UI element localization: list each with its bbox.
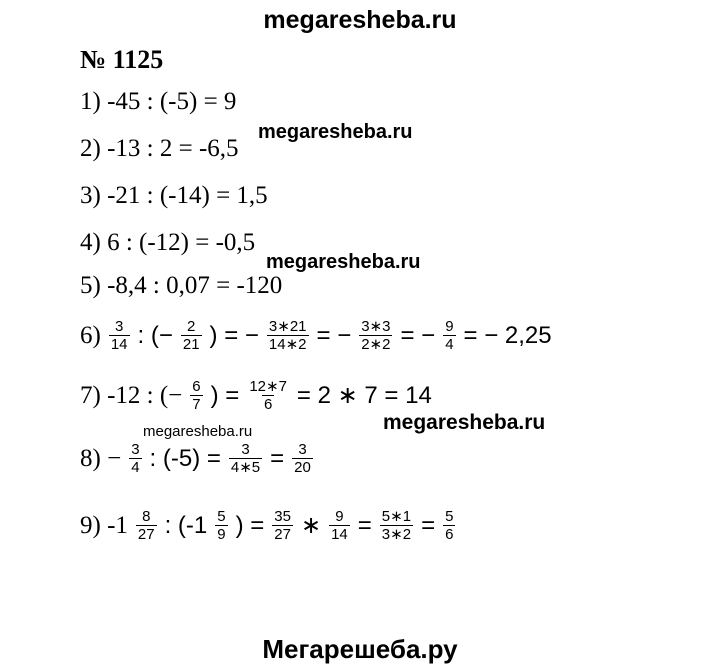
numerator: 6 [192,378,201,395]
solution-line-4 [80,229,255,257]
fraction [229,441,262,477]
watermark-middle-4: megaresheba.ru [143,423,253,440]
operator: = [357,511,372,539]
numerator: 3∗21 [268,318,307,335]
watermark-middle-1: megaresheba.ru [258,121,413,143]
numerator: 35 [274,508,291,525]
operator: = 2 ∗ 7 = 14 [296,382,432,410]
operator: : (-5) = [149,444,221,472]
watermark-middle-3: megaresheba.ru [383,411,546,434]
watermark-top: megaresheba.ru [263,6,457,34]
fraction [443,508,455,544]
watermark-middle-2: megaresheba.ru [266,251,421,273]
numerator: 3 [241,441,250,458]
solution-line-8 [80,441,315,477]
operator: = − [400,321,436,349]
fraction [129,441,141,477]
operator: ) = − [209,321,259,349]
solution-line-7 [80,378,432,414]
denominator: 14 [110,336,128,354]
solution-line-1 [80,88,236,116]
denominator: 6 [445,526,454,544]
solution-line-2 [80,135,239,163]
line-9-prefix: 9) -1 [80,511,128,539]
numerator: 2 [187,318,196,335]
operator: ∗ [300,512,322,540]
denominator: 9 [217,526,226,544]
numerator: 5∗1 [381,508,412,525]
denominator: 27 [274,526,291,544]
operator: = [421,511,436,539]
operator: ) = [235,511,265,539]
fraction [292,441,313,477]
operator: = − [316,321,352,349]
operator: : (− [137,321,173,349]
line-2-text: 2) -13 : 2 = -6,5 [80,135,239,162]
solution-line-9 [80,508,457,544]
numerator: 3 [298,441,307,458]
line-4-text: 4) 6 : (-12) = -0,5 [80,229,256,256]
denominator: 4∗5 [230,459,261,477]
line-6-prefix: 6) [80,321,101,349]
denominator: 4 [445,336,454,354]
denominator: 2∗2 [361,336,391,354]
fraction [136,508,157,544]
operator: ) = [210,381,240,409]
fraction [359,318,392,354]
fraction [109,318,130,354]
numerator: 3 [115,318,124,335]
numerator: 12∗7 [249,378,287,395]
fraction [329,508,350,544]
denominator: 20 [294,459,311,477]
line-3-text: 3) -21 : (-14) = 1,5 [80,182,268,209]
solution-line-5 [80,272,282,300]
fraction [247,378,289,414]
denominator: 7 [192,396,201,414]
numerator: 3∗3 [361,318,391,335]
line-8-prefix: 8) − [80,444,122,472]
fraction [181,318,202,354]
line-1-text: 1) -45 : (-5) = 9 [80,88,237,115]
denominator: 14 [331,526,348,544]
operator: : (-1 [164,511,208,539]
denominator: 6 [263,396,273,414]
problem-title: № 1125 [80,45,164,74]
numerator: 5 [217,508,226,525]
solution-line-3 [80,182,268,210]
denominator: 4 [131,459,140,477]
denominator: 27 [137,526,155,544]
watermark-bottom: Мегарешеба.ру [262,634,458,664]
numerator: 3 [131,441,140,458]
line-5-text: 5) -8,4 : 0,07 = -120 [80,272,283,299]
line-7-prefix: 7) -12 : (− [80,381,183,409]
fraction [380,508,413,544]
fraction [443,318,455,354]
fraction [272,508,293,544]
fraction [215,508,227,544]
operator: = [270,444,285,472]
fraction [267,318,309,354]
denominator: 3∗2 [381,526,412,544]
operator: = − 2,25 [463,321,552,349]
numerator: 9 [445,318,454,335]
fraction [190,378,202,414]
denominator: 21 [182,336,200,354]
numerator: 9 [335,508,344,525]
numerator: 5 [445,508,454,525]
denominator: 14∗2 [268,336,307,354]
numerator: 8 [142,508,151,525]
solution-line-6 [80,318,552,354]
